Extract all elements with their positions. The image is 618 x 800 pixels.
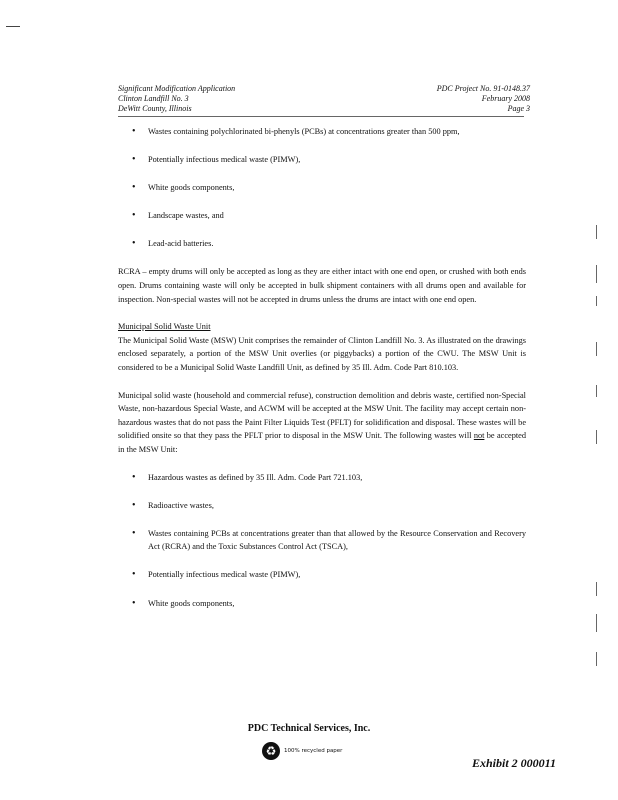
body-content — [118, 125, 526, 625]
header-left — [118, 84, 235, 114]
msw-paragraph-2 — [118, 389, 526, 457]
scan-mark — [6, 26, 20, 27]
exhibit-stamp: Exhibit 2 000011 — [471, 756, 556, 770]
margin-mark — [596, 614, 597, 632]
list-item: • White goods components, — [118, 181, 526, 195]
footer-company: PDC Technical Services, Inc. — [247, 723, 371, 734]
header-left-line: Clinton Landfill No. 3 — [118, 94, 189, 103]
msw-paragraph-2-text: Municipal solid waste (household and commercial refuse), construction demolition and debris waste, certified non-Special Waste, non-hazardous Special Waste, and ACWM will be accepted at the MSW Unit. The facility may accept certain non-hazardous wastes that do not pass the Paint Filter Liquids Test (PFLT) for solidification and disposal. These wastes will be solidified onsite so that they pass the PFLT prior to disposal in the MSW Unit. The following wastes will — [118, 390, 526, 441]
recycled-text: 100% recycled paper — [284, 748, 343, 754]
header-right — [437, 84, 530, 114]
msw-excluded-list — [118, 471, 526, 611]
margin-mark — [596, 430, 597, 444]
emphasis-not: not — [473, 431, 485, 441]
section-title: Municipal Solid Waste Unit — [118, 322, 211, 332]
rcra-paragraph: RCRA – empty drums will only be accepted as long as they are either intact with one end open, or crushed with both ends open. Drums containing waste will only be accepted in bulk shipment containers with all drums open and available for inspection. Non-special wastes will not be accepted in drums unless the drums are intact with one end open. — [118, 267, 526, 304]
header-right-line: PDC Project No. 91-0148.37 — [436, 84, 530, 93]
margin-mark — [596, 296, 597, 306]
cwu-excluded-list — [118, 125, 526, 251]
list-item: • Hazardous wastes as defined by 35 Ill. Adm. Code Part 721.103, — [118, 471, 526, 485]
list-item: • Landscape wastes, and — [118, 209, 526, 223]
margin-mark — [596, 265, 597, 283]
margin-mark — [596, 582, 597, 596]
list-item: • White goods components, — [118, 597, 526, 611]
list-item: • Potentially infectious medical waste (PIMW), — [118, 568, 526, 582]
list-item: • Wastes containing PCBs at concentrations greater than that allowed by the Resource Conservation and Recovery Act (RCRA) and the Toxic Substances Control Act (TSCA), — [118, 527, 526, 554]
margin-mark — [596, 652, 597, 666]
header-left-line: DeWitt County, Illinois — [118, 104, 192, 113]
msw-paragraph-2-tail: be accepted in the MSW Unit: — [118, 431, 526, 454]
margin-mark — [596, 225, 597, 239]
margin-mark — [596, 385, 597, 397]
header-rule — [118, 116, 524, 117]
header-right-line: Page 3 — [507, 104, 530, 113]
recycle-icon: ♻ — [262, 742, 280, 760]
msw-paragraph-1: The Municipal Solid Waste (MSW) Unit comprises the remainder of Clinton Landfill No. 3. As illustrated on the drawings enclosed separately, a portion of the MSW Unit overlies (or piggybacks) a portion of the CWU. The MSW Unit is considered to be a Municipal Solid Waste Landfill Unit, as defined by 35 Ill. Adm. Code Part 810.103. — [118, 335, 526, 373]
header-right-line: February 2008 — [481, 94, 530, 103]
list-item: • Lead-acid batteries. — [118, 237, 526, 251]
list-item: • Wastes containing polychlorinated bi-phenyls (PCBs) at concentrations greater than 500 ppm, — [118, 125, 526, 139]
margin-mark — [596, 342, 597, 356]
recycled-paper-note — [262, 742, 342, 760]
list-item: • Radioactive wastes, — [118, 499, 526, 513]
header-left-line: Significant Modification Application — [118, 84, 236, 93]
list-item: • Potentially infectious medical waste (PIMW), — [118, 153, 526, 167]
